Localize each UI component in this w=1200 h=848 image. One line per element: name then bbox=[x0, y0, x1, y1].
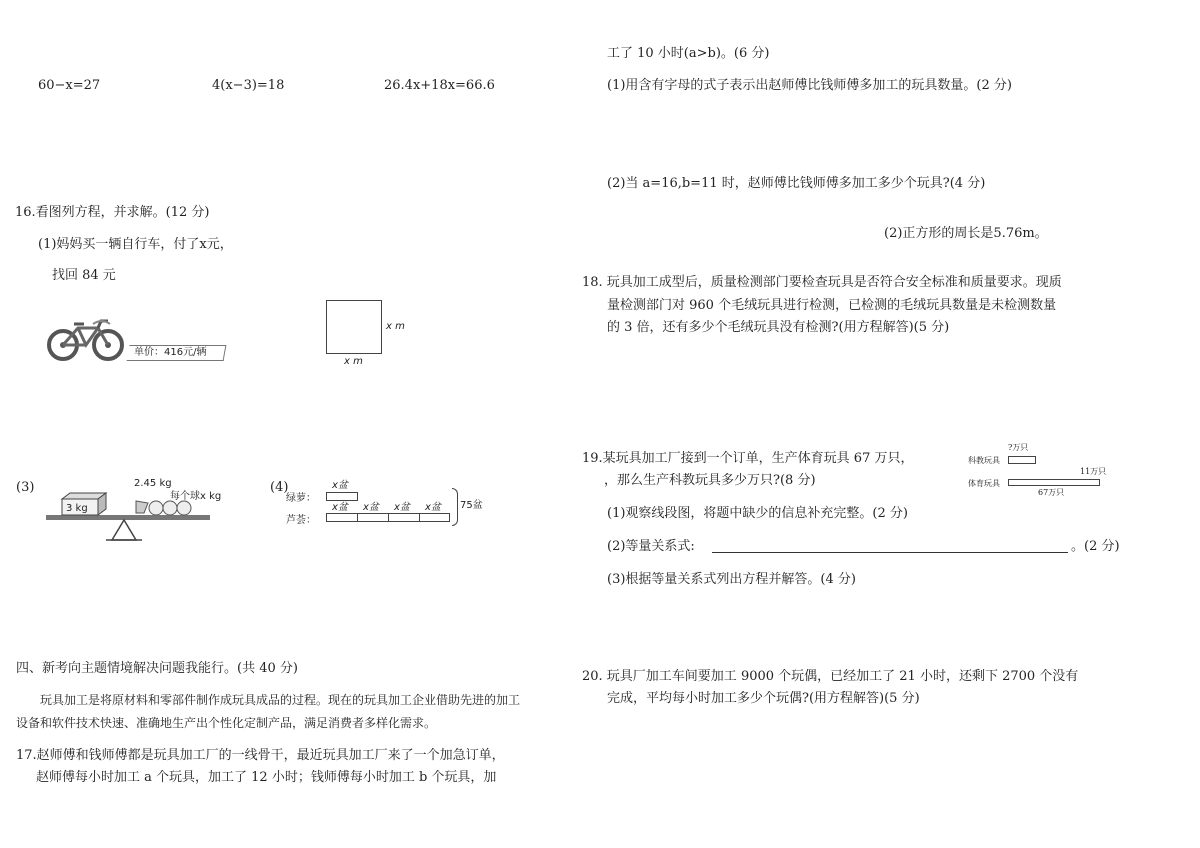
segment-unknown-label: ?万只 bbox=[1008, 443, 1029, 452]
equation-1: 60−x=27 bbox=[38, 78, 101, 93]
segment-science-label: 科教玩具 bbox=[968, 456, 1000, 465]
scale-box-label: 3 kg bbox=[66, 503, 88, 514]
answer-line[interactable] bbox=[712, 552, 1068, 553]
question-16-1-line1: (1)妈妈买一辆自行车，付了x元， bbox=[38, 237, 233, 252]
question-19-line2: ，那么生产科教玩具多少万只?(8 分) bbox=[604, 473, 816, 488]
scale-ball-label: 每个球x kg bbox=[170, 491, 222, 502]
total-brace bbox=[452, 488, 458, 526]
question-19-2-suffix: 。(2 分) bbox=[1071, 539, 1120, 554]
science-bar bbox=[1008, 456, 1036, 464]
question-19-2-prefix: (2)等量关系式: bbox=[607, 539, 695, 554]
section-4-title: 四、新考向主题情境解决问题我能行。(共 40 分) bbox=[16, 661, 298, 676]
square-side-right-label: x m bbox=[386, 321, 405, 332]
square-figure bbox=[326, 300, 382, 354]
square-side-bottom-label: x m bbox=[344, 356, 363, 367]
aloe-pot-unit-1: x盆 bbox=[332, 502, 348, 513]
segment-sports-label: 体育玩具 bbox=[968, 479, 1000, 488]
question-19-line1: 19.某玩具加工厂接到一个订单，生产体育玩具 67 万只， bbox=[582, 451, 914, 466]
aloe-bar bbox=[326, 513, 450, 522]
question-17-line2: 赵师傅每小时加工 a 个玩具，加工了 12 小时；钱师傅每小时加工 b 个玩具，加 bbox=[36, 770, 497, 785]
question-17-1: (1)用含有字母的式子表示出赵师傅比钱师傅多加工的玩具数量。(2 分) bbox=[607, 78, 1012, 93]
scale-top-label: 2.45 kg bbox=[134, 478, 172, 489]
green-bar bbox=[326, 492, 358, 501]
price-tag-label: 单价：416元/辆 bbox=[134, 347, 207, 358]
question-18-line2: 量检测部门对 960 个毛绒玩具进行检测，已检测的毛绒玩具数量是未检测数量 bbox=[607, 298, 1057, 313]
question-16-4-label: (4) bbox=[270, 480, 289, 495]
aloe-pot-unit-4: x盆 bbox=[425, 502, 441, 513]
question-17-line1: 17.赵师傅和钱师傅都是玩具加工厂的一线骨干，最近玩具加工厂来了一个加急订单， bbox=[16, 748, 505, 763]
question-18-line1: 18. 玩具加工成型后，质量检测部门要检查玩具是否符合安全标准和质量要求。现质 bbox=[582, 275, 1062, 290]
question-19-3: (3)根据等量关系式列出方程并解答。(4 分) bbox=[607, 572, 856, 587]
question-20-line1: 20. 玩具厂加工车间要加工 9000 个玩偶，已经加工了 21 小时，还剩下 2700 个没有 bbox=[582, 669, 1079, 684]
aloe-pot-unit-3: x盆 bbox=[394, 502, 410, 513]
intro-line-1: 玩具加工是将原材料和零部件制作成玩具成品的过程。现在的玩具加工企业借助先进的加工 bbox=[40, 693, 521, 707]
sports-bar bbox=[1008, 479, 1100, 486]
green-pot-unit: x盆 bbox=[332, 480, 348, 491]
segment-67-label: 67万只 bbox=[1038, 488, 1065, 497]
question-20-line2: 完成，平均每小时加工多少个玩偶?(用方程解答)(5 分) bbox=[607, 691, 920, 706]
green-plant-label: 绿萝： bbox=[286, 493, 316, 504]
question-16-title: 16.看图列方程，并求解。(12 分) bbox=[15, 205, 210, 220]
question-16-1-line2: 找回 84 元 bbox=[52, 268, 116, 283]
aloe-pot-unit-2: x盆 bbox=[363, 502, 379, 513]
question-19-1: (1)观察线段图，将题中缺少的信息补充完整。(2 分) bbox=[607, 506, 908, 521]
intro-line-2: 设备和软件技术快速、准确地生产出个性化定制产品，满足消费者多样化需求。 bbox=[16, 716, 437, 730]
question-18-line3: 的 3 倍，还有多少个毛绒玩具没有检测?(用方程解答)(5 分) bbox=[607, 320, 950, 335]
question-17-2: (2)当 a=16,b=11 时，赵师傅比钱师傅多加工多少个玩具?(4 分) bbox=[607, 176, 986, 191]
segment-11-label: 11万只 bbox=[1080, 467, 1107, 476]
equation-3: 26.4x+18x=66.6 bbox=[384, 78, 495, 93]
pot-total-label: 75盆 bbox=[460, 500, 483, 511]
aloe-label: 芦荟： bbox=[286, 515, 316, 526]
question-16-3-label: (3) bbox=[16, 480, 35, 495]
question-16-2: (2)正方形的周长是5.76m。 bbox=[884, 226, 1048, 241]
equation-2: 4(x−3)=18 bbox=[212, 78, 285, 93]
question-17-continued: 工了 10 小时(a>b)。(6 分) bbox=[607, 46, 770, 61]
